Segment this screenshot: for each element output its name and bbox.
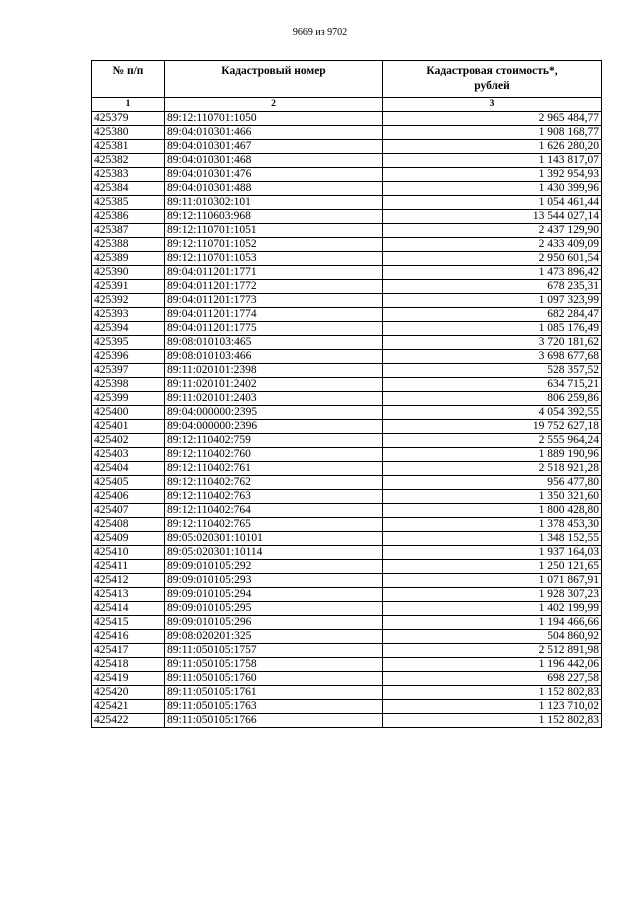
row-number: 425407 — [92, 504, 165, 518]
cadastral-value: 2 433 409,09 — [383, 238, 602, 252]
table-row — [92, 280, 602, 294]
table-row — [92, 504, 602, 518]
table-row — [92, 602, 602, 616]
table-row — [92, 210, 602, 224]
row-number: 425412 — [92, 574, 165, 588]
column-number-2: 2 — [165, 98, 383, 112]
table-row — [92, 616, 602, 630]
cadastral-number: 89:04:010301:476 — [165, 168, 383, 182]
row-number: 425417 — [92, 644, 165, 658]
cadastral-number: 89:12:110701:1053 — [165, 252, 383, 266]
table-row — [92, 196, 602, 210]
column-header-cadastral-value — [383, 61, 602, 98]
cadastral-number: 89:12:110402:762 — [165, 476, 383, 490]
table-row — [92, 448, 602, 462]
cadastral-number: 89:09:010105:293 — [165, 574, 383, 588]
table-row — [92, 252, 602, 266]
cadastral-number: 89:11:050105:1758 — [165, 658, 383, 672]
table-row — [92, 322, 602, 336]
cadastral-number: 89:12:110402:761 — [165, 462, 383, 476]
row-number: 425415 — [92, 616, 165, 630]
cadastral-value: 3 720 181,62 — [383, 336, 602, 350]
row-number: 425403 — [92, 448, 165, 462]
row-number: 425396 — [92, 350, 165, 364]
table-row — [92, 336, 602, 350]
row-number: 425418 — [92, 658, 165, 672]
cadastral-value: 2 950 601,54 — [383, 252, 602, 266]
row-number: 425387 — [92, 224, 165, 238]
row-number: 425416 — [92, 630, 165, 644]
row-number: 425395 — [92, 336, 165, 350]
row-number: 425410 — [92, 546, 165, 560]
table-row — [92, 560, 602, 574]
cadastral-number: 89:04:010301:488 — [165, 182, 383, 196]
table-row — [92, 154, 602, 168]
row-number: 425393 — [92, 308, 165, 322]
cadastral-number: 89:12:110402:759 — [165, 434, 383, 448]
row-number: 425390 — [92, 266, 165, 280]
column-number-3: 3 — [383, 98, 602, 112]
column-header-cadastral-number: Кадастровый номер — [165, 61, 383, 98]
table-row — [92, 476, 602, 490]
row-number: 425401 — [92, 420, 165, 434]
table-row — [92, 378, 602, 392]
table-row — [92, 364, 602, 378]
cadastral-number: 89:11:020101:2402 — [165, 378, 383, 392]
row-number: 425383 — [92, 168, 165, 182]
table-header-row — [92, 61, 602, 98]
cadastral-value: 1 071 867,91 — [383, 574, 602, 588]
row-number: 425386 — [92, 210, 165, 224]
row-number: 425398 — [92, 378, 165, 392]
row-number: 425414 — [92, 602, 165, 616]
row-number: 425400 — [92, 406, 165, 420]
row-number: 425391 — [92, 280, 165, 294]
cadastral-number: 89:09:010105:294 — [165, 588, 383, 602]
cadastral-value: 1 800 428,80 — [383, 504, 602, 518]
row-number: 425421 — [92, 700, 165, 714]
cadastral-value: 1 097 323,99 — [383, 294, 602, 308]
cadastral-number: 89:04:011201:1771 — [165, 266, 383, 280]
row-number: 425382 — [92, 154, 165, 168]
cadastral-number: 89:08:020201:325 — [165, 630, 383, 644]
cadastral-value: 1 348 152,55 — [383, 532, 602, 546]
cadastral-value: 1 473 896,42 — [383, 266, 602, 280]
row-number: 425380 — [92, 126, 165, 140]
table-row — [92, 588, 602, 602]
column-header-number: № п/п — [92, 61, 165, 98]
column-number-1: 1 — [92, 98, 165, 112]
row-number: 425388 — [92, 238, 165, 252]
cadastral-number: 89:12:110402:763 — [165, 490, 383, 504]
row-number: 425411 — [92, 560, 165, 574]
table-row — [92, 350, 602, 364]
cadastral-value: 504 860,92 — [383, 630, 602, 644]
cadastral-number: 89:04:010301:468 — [165, 154, 383, 168]
table-row — [92, 574, 602, 588]
row-number: 425413 — [92, 588, 165, 602]
cadastral-number: 89:11:050105:1761 — [165, 686, 383, 700]
cadastral-value: 2 518 921,28 — [383, 462, 602, 476]
row-number: 425397 — [92, 364, 165, 378]
table-row — [92, 294, 602, 308]
cadastral-value: 682 284,47 — [383, 308, 602, 322]
table-row — [92, 686, 602, 700]
table-row — [92, 630, 602, 644]
cadastral-number: 89:04:010301:466 — [165, 126, 383, 140]
row-number: 425408 — [92, 518, 165, 532]
row-number: 425402 — [92, 434, 165, 448]
cadastral-number: 89:12:110402:760 — [165, 448, 383, 462]
cadastral-number: 89:04:011201:1775 — [165, 322, 383, 336]
table-row — [92, 238, 602, 252]
table-row — [92, 434, 602, 448]
cadastral-value: 1 152 802,83 — [383, 686, 602, 700]
row-number: 425419 — [92, 672, 165, 686]
page-counter: 9669 из 9702 — [292, 27, 348, 38]
cadastral-number: 89:09:010105:295 — [165, 602, 383, 616]
row-number: 425399 — [92, 392, 165, 406]
row-number: 425404 — [92, 462, 165, 476]
cadastral-number: 89:11:020101:2398 — [165, 364, 383, 378]
row-number: 425379 — [92, 112, 165, 126]
table-row — [92, 490, 602, 504]
cadastral-value: 13 544 027,14 — [383, 210, 602, 224]
cadastral-value: 1 152 802,83 — [383, 714, 602, 728]
table-row — [92, 140, 602, 154]
cadastral-number: 89:12:110402:764 — [165, 504, 383, 518]
row-number: 425392 — [92, 294, 165, 308]
cadastral-number: 89:12:110701:1050 — [165, 112, 383, 126]
cadastral-number: 89:08:010103:466 — [165, 350, 383, 364]
row-number: 425420 — [92, 686, 165, 700]
row-number: 425381 — [92, 140, 165, 154]
table-row — [92, 406, 602, 420]
cadastral-value: 1 143 817,07 — [383, 154, 602, 168]
table-body — [92, 112, 602, 728]
table-row — [92, 308, 602, 322]
cadastral-value: 1 378 453,30 — [383, 518, 602, 532]
column-number-row — [92, 98, 602, 112]
cadastral-value: 634 715,21 — [383, 378, 602, 392]
cadastral-value: 698 227,58 — [383, 672, 602, 686]
row-number: 425394 — [92, 322, 165, 336]
cadastral-number: 89:04:000000:2395 — [165, 406, 383, 420]
cadastral-number: 89:11:020101:2403 — [165, 392, 383, 406]
table-row — [92, 672, 602, 686]
cadastral-number: 89:12:110701:1052 — [165, 238, 383, 252]
cadastral-number: 89:12:110603:968 — [165, 210, 383, 224]
cadastral-value: 1 402 199,99 — [383, 602, 602, 616]
row-number: 425385 — [92, 196, 165, 210]
row-number: 425422 — [92, 714, 165, 728]
cadastral-number: 89:04:011201:1773 — [165, 294, 383, 308]
cadastral-value: 4 054 392,55 — [383, 406, 602, 420]
cadastral-value: 1 392 954,93 — [383, 168, 602, 182]
table-row — [92, 168, 602, 182]
cadastral-number: 89:05:020301:10114 — [165, 546, 383, 560]
row-number: 425405 — [92, 476, 165, 490]
cadastral-number: 89:09:010105:296 — [165, 616, 383, 630]
cadastral-number: 89:04:011201:1774 — [165, 308, 383, 322]
cadastral-value: 1 626 280,20 — [383, 140, 602, 154]
cadastral-value: 1 937 164,03 — [383, 546, 602, 560]
table-row — [92, 392, 602, 406]
cadastral-value: 1 908 168,77 — [383, 126, 602, 140]
table-row — [92, 224, 602, 238]
cadastral-value: 2 512 891,98 — [383, 644, 602, 658]
cadastral-value: 806 259,86 — [383, 392, 602, 406]
cadastral-value: 1 085 176,49 — [383, 322, 602, 336]
cadastral-number: 89:09:010105:292 — [165, 560, 383, 574]
cadastral-value: 1 194 466,66 — [383, 616, 602, 630]
table-row — [92, 462, 602, 476]
cadastral-value: 1 889 190,96 — [383, 448, 602, 462]
cadastral-value: 1 350 321,60 — [383, 490, 602, 504]
table-row — [92, 420, 602, 434]
cadastral-value: 2 965 484,77 — [383, 112, 602, 126]
table-row — [92, 532, 602, 546]
cadastral-value: 956 477,80 — [383, 476, 602, 490]
cadastral-value: 1 928 307,23 — [383, 588, 602, 602]
cadastral-value: 3 698 677,68 — [383, 350, 602, 364]
cadastral-number: 89:04:000000:2396 — [165, 420, 383, 434]
cadastral-number: 89:04:011201:1772 — [165, 280, 383, 294]
cadastral-number: 89:04:010301:467 — [165, 140, 383, 154]
cadastral-number: 89:12:110402:765 — [165, 518, 383, 532]
table-row — [92, 700, 602, 714]
cadastral-number: 89:11:050105:1766 — [165, 714, 383, 728]
table-row — [92, 644, 602, 658]
cadastral-value: 2 437 129,90 — [383, 224, 602, 238]
table-row — [92, 658, 602, 672]
cadastral-value: 1 196 442,06 — [383, 658, 602, 672]
table-row — [92, 714, 602, 728]
cadastral-number: 89:11:010302:101 — [165, 196, 383, 210]
cadastral-number: 89:08:010103:465 — [165, 336, 383, 350]
cadastral-value-table — [91, 60, 602, 728]
cadastral-value: 1 250 121,65 — [383, 560, 602, 574]
row-number: 425389 — [92, 252, 165, 266]
cadastral-number: 89:12:110701:1051 — [165, 224, 383, 238]
row-number: 425384 — [92, 182, 165, 196]
cadastral-value: 1 123 710,02 — [383, 700, 602, 714]
table-row — [92, 266, 602, 280]
table-row — [92, 546, 602, 560]
row-number: 425406 — [92, 490, 165, 504]
table-row — [92, 182, 602, 196]
cadastral-value: 1 430 399,96 — [383, 182, 602, 196]
cadastral-number: 89:11:050105:1757 — [165, 644, 383, 658]
cadastral-value: 19 752 627,18 — [383, 420, 602, 434]
table-row — [92, 518, 602, 532]
cadastral-number: 89:11:050105:1760 — [165, 672, 383, 686]
cadastral-value: 678 235,31 — [383, 280, 602, 294]
row-number: 425409 — [92, 532, 165, 546]
cadastral-value: 2 555 964,24 — [383, 434, 602, 448]
cadastral-value: 528 357,52 — [383, 364, 602, 378]
cadastral-number: 89:05:020301:10101 — [165, 532, 383, 546]
cadastral-number: 89:11:050105:1763 — [165, 700, 383, 714]
table-row — [92, 112, 602, 126]
cadastral-value: 1 054 461,44 — [383, 196, 602, 210]
column-header-cadastral-value-text: Кадастровая стоимость*, рублей — [426, 65, 558, 92]
table-row — [92, 126, 602, 140]
